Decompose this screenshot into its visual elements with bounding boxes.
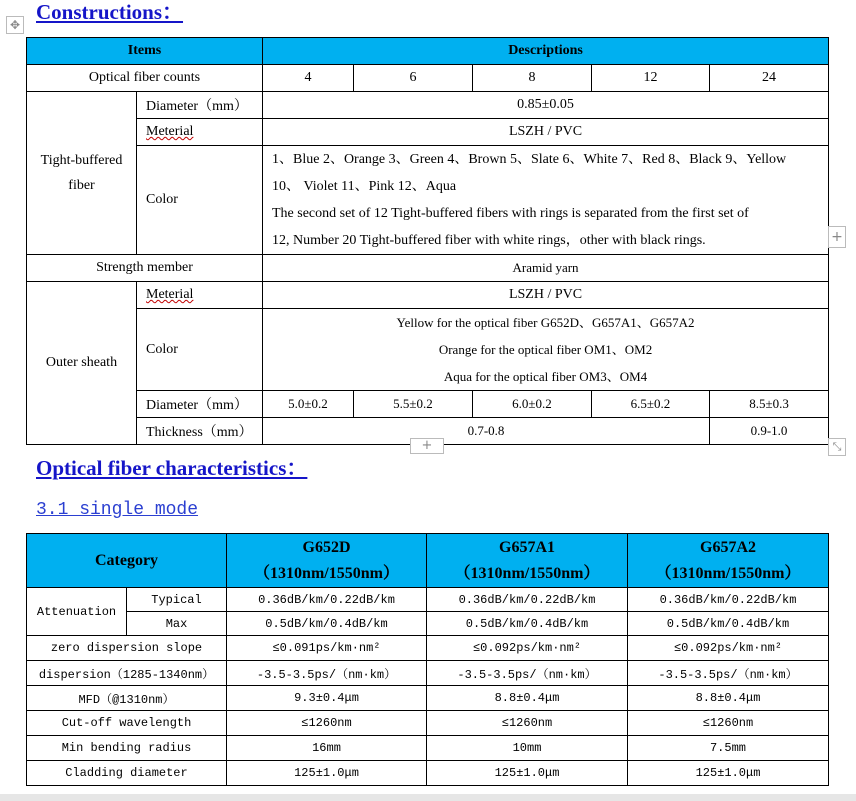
column-header-name: G657A2 bbox=[700, 538, 756, 556]
value-cell: 125±1.0μm bbox=[628, 761, 829, 786]
row-label: dispersion（1285-1340nm） bbox=[27, 661, 227, 686]
value-cell: 125±1.0μm bbox=[427, 761, 628, 786]
add-column-plus-icon[interactable]: + bbox=[410, 438, 444, 454]
single-mode-heading: 3.1 single mode bbox=[36, 500, 199, 520]
tb-color-value bbox=[263, 146, 829, 255]
value-cell: -3.5-3.5ps/（nm·km） bbox=[427, 661, 628, 686]
table-row bbox=[27, 391, 829, 418]
fiber-count-cell: 24 bbox=[710, 65, 829, 92]
value-cell: ≤0.092ps/km·nm² bbox=[427, 636, 628, 661]
value-cell: ≤1260nm bbox=[628, 711, 829, 736]
os-thickness-cell: 0.7-0.8 bbox=[263, 418, 710, 445]
table-row bbox=[27, 736, 829, 761]
tight-buffered-label-line: Tight-buffered bbox=[40, 152, 123, 168]
table-resize-icon[interactable]: ⤡ bbox=[828, 438, 846, 456]
value-cell: -3.5-3.5ps/（nm·km） bbox=[227, 661, 427, 686]
tb-color-label: Color bbox=[137, 146, 263, 255]
fiber-count-cell: 6 bbox=[354, 65, 473, 92]
os-color-line: Aqua for the optical fiber OM3、OM4 bbox=[443, 369, 648, 384]
column-header-sub: （1310nm/1550nm） bbox=[655, 564, 801, 582]
os-diameter-cell: 5.0±0.2 bbox=[263, 391, 354, 418]
descriptions-header: Descriptions bbox=[263, 38, 829, 65]
value-cell: 8.8±0.4μm bbox=[427, 686, 628, 711]
os-material-label bbox=[137, 282, 263, 309]
os-color-line: Yellow for the optical fiber G652D、G657A1、G657A2 bbox=[396, 315, 695, 330]
column-header-name: G657A1 bbox=[499, 538, 555, 556]
value-cell: ≤0.091ps/km·nm² bbox=[227, 636, 427, 661]
os-diameter-cell: 6.5±0.2 bbox=[592, 391, 710, 418]
attenuation-label: Attenuation bbox=[27, 588, 127, 636]
table-row bbox=[27, 255, 829, 282]
os-thickness-cell: 0.9-1.0 bbox=[710, 418, 829, 445]
value-cell: 0.36dB/km/0.22dB/km bbox=[628, 588, 829, 612]
table-row bbox=[27, 309, 829, 391]
items-header: Items bbox=[27, 38, 263, 65]
value-cell: 0.5dB/km/0.4dB/km bbox=[427, 612, 628, 636]
row-label: MFD（@1310nm） bbox=[27, 686, 227, 711]
table-row bbox=[27, 65, 829, 92]
tb-color-line: 1、Blue 2、Orange 3、Green 4、Brown 5、Slate 6、White 7、Red 8、Black 9、Yellow bbox=[272, 152, 787, 167]
value-cell: 125±1.0μm bbox=[227, 761, 427, 786]
table-row bbox=[27, 661, 829, 686]
fiber-counts-label: Optical fiber counts bbox=[27, 65, 263, 92]
os-material-value: LSZH / PVC bbox=[263, 282, 829, 309]
column-header-sub: （1310nm/1550nm） bbox=[454, 564, 600, 582]
constructions-heading: Constructions： bbox=[36, 0, 184, 24]
value-cell: 0.36dB/km/0.22dB/km bbox=[427, 588, 628, 612]
row-label: Typical bbox=[127, 588, 227, 612]
table-row bbox=[27, 761, 829, 786]
fiber-count-cell: 12 bbox=[592, 65, 710, 92]
os-diameter-cell: 5.5±0.2 bbox=[354, 391, 473, 418]
row-label: Cladding diameter bbox=[27, 761, 227, 786]
constructions-table bbox=[26, 37, 829, 445]
row-label: zero dispersion slope bbox=[27, 636, 227, 661]
value-cell: 16mm bbox=[227, 736, 427, 761]
os-diameter-label: Diameter（mm） bbox=[137, 391, 263, 418]
tight-buffered-label bbox=[27, 92, 137, 255]
table-row bbox=[27, 636, 829, 661]
column-header bbox=[427, 534, 628, 588]
os-material-label-text: Meterial bbox=[146, 287, 194, 302]
value-cell: 0.5dB/km/0.4dB/km bbox=[628, 612, 829, 636]
value-cell: ≤0.092ps/km·nm² bbox=[628, 636, 829, 661]
tb-material-value: LSZH / PVC bbox=[263, 119, 829, 146]
table-row bbox=[27, 711, 829, 736]
os-color-label: Color bbox=[137, 309, 263, 391]
value-cell: 10mm bbox=[427, 736, 628, 761]
tb-diameter-value: 0.85±0.05 bbox=[263, 92, 829, 119]
value-cell: ≤1260nm bbox=[427, 711, 628, 736]
tb-diameter-label: Diameter（mm） bbox=[137, 92, 263, 119]
value-cell: 9.3±0.4μm bbox=[227, 686, 427, 711]
fiber-characteristics-heading: Optical fiber characteristics： bbox=[36, 456, 308, 480]
single-mode-table bbox=[26, 533, 829, 786]
tb-color-line: 10、 Violet 11、Pink 12、Aqua bbox=[272, 179, 457, 194]
tb-material-label-text: Meterial bbox=[146, 124, 194, 139]
os-thickness-label: Thickness（mm） bbox=[137, 418, 263, 445]
category-header: Category bbox=[27, 534, 227, 588]
value-cell: 0.5dB/km/0.4dB/km bbox=[227, 612, 427, 636]
value-cell: ≤1260nm bbox=[227, 711, 427, 736]
tb-color-line: 12, Number 20 Tight-buffered fiber with white rings，other with black rings. bbox=[272, 233, 706, 248]
strength-member-label: Strength member bbox=[27, 255, 263, 282]
row-label: Min bending radius bbox=[27, 736, 227, 761]
fiber-count-cell: 8 bbox=[473, 65, 592, 92]
outer-sheath-label: Outer sheath bbox=[27, 282, 137, 445]
column-header-sub: （1310nm/1550nm） bbox=[254, 564, 399, 582]
table-row bbox=[27, 119, 829, 146]
window-bottom-edge bbox=[0, 794, 856, 801]
os-diameter-cell: 8.5±0.3 bbox=[710, 391, 829, 418]
column-header-name: G652D bbox=[302, 538, 351, 556]
value-cell: 0.36dB/km/0.22dB/km bbox=[227, 588, 427, 612]
table-row bbox=[27, 146, 829, 255]
table-row bbox=[27, 686, 829, 711]
tb-material-label bbox=[137, 119, 263, 146]
table-header-row bbox=[27, 38, 829, 65]
tight-buffered-label-line: fiber bbox=[68, 177, 95, 193]
table-move-handle-icon[interactable]: ✥ bbox=[6, 16, 24, 34]
value-cell: 8.8±0.4μm bbox=[628, 686, 829, 711]
row-label: Max bbox=[127, 612, 227, 636]
row-label: Cut-off wavelength bbox=[27, 711, 227, 736]
add-row-plus-icon[interactable]: + bbox=[828, 226, 846, 248]
os-color-value bbox=[263, 309, 829, 391]
table-row bbox=[27, 612, 829, 636]
tb-color-line: The second set of 12 Tight-buffered fibers with rings is separated from the first set of bbox=[272, 206, 749, 221]
table-row bbox=[27, 588, 829, 612]
value-cell: -3.5-3.5ps/（nm·km） bbox=[628, 661, 829, 686]
table-row bbox=[27, 282, 829, 309]
strength-member-value: Aramid yarn bbox=[263, 255, 829, 282]
fiber-count-cell: 4 bbox=[263, 65, 354, 92]
value-cell: 7.5mm bbox=[628, 736, 829, 761]
os-color-line: Orange for the optical fiber OM1、OM2 bbox=[438, 342, 653, 357]
column-header bbox=[227, 534, 427, 588]
column-header bbox=[628, 534, 829, 588]
table-header-row bbox=[27, 534, 829, 588]
os-diameter-cell: 6.0±0.2 bbox=[473, 391, 592, 418]
table-row bbox=[27, 92, 829, 119]
